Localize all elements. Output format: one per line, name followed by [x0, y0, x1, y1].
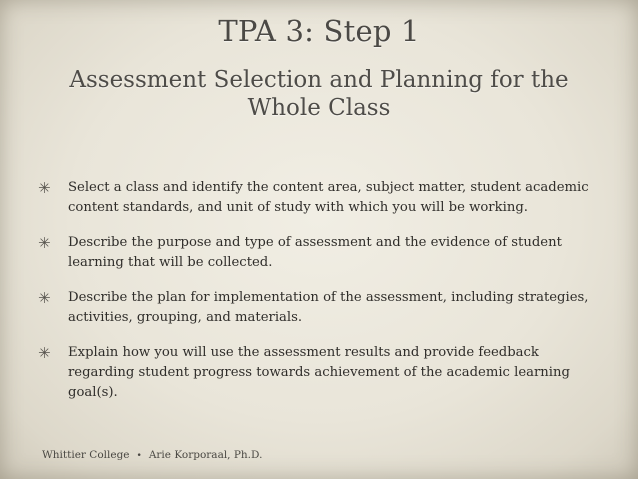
list-item	[36, 343, 606, 403]
footer-institution: Whittier College	[42, 449, 130, 461]
footer-separator: •	[136, 451, 142, 461]
bullet-text: Select a class and identify the content area, subject matter, student academic content standards, and unit of study with which you will be working.	[68, 180, 589, 215]
bullet-text: Describe the purpose and type of assessment and the evidence of student learning that will be collected.	[68, 235, 562, 270]
list-item	[36, 288, 606, 328]
footer-author: Arie Korporaal, Ph.D.	[148, 449, 263, 461]
asterisk-icon: ✳	[38, 289, 51, 307]
list-item	[36, 233, 606, 273]
bullet-text: Explain how you will use the assessment results and provide feedback regarding student progress towards achievement of the academic learning goal(s).	[68, 345, 570, 400]
footer	[42, 449, 262, 461]
list-item	[36, 178, 606, 218]
bullet-text: Describe the plan for implementation of the assessment, including strategies, activities, grouping, and materials.	[68, 290, 589, 325]
bullet-list	[36, 178, 606, 418]
slide-title: TPA 3: Step 1	[218, 14, 420, 48]
asterisk-icon: ✳	[38, 344, 51, 362]
asterisk-icon: ✳	[38, 179, 51, 197]
asterisk-icon: ✳	[38, 234, 51, 252]
slide-subtitle: Assessment Selection and Planning for the Whole Class	[69, 67, 569, 121]
